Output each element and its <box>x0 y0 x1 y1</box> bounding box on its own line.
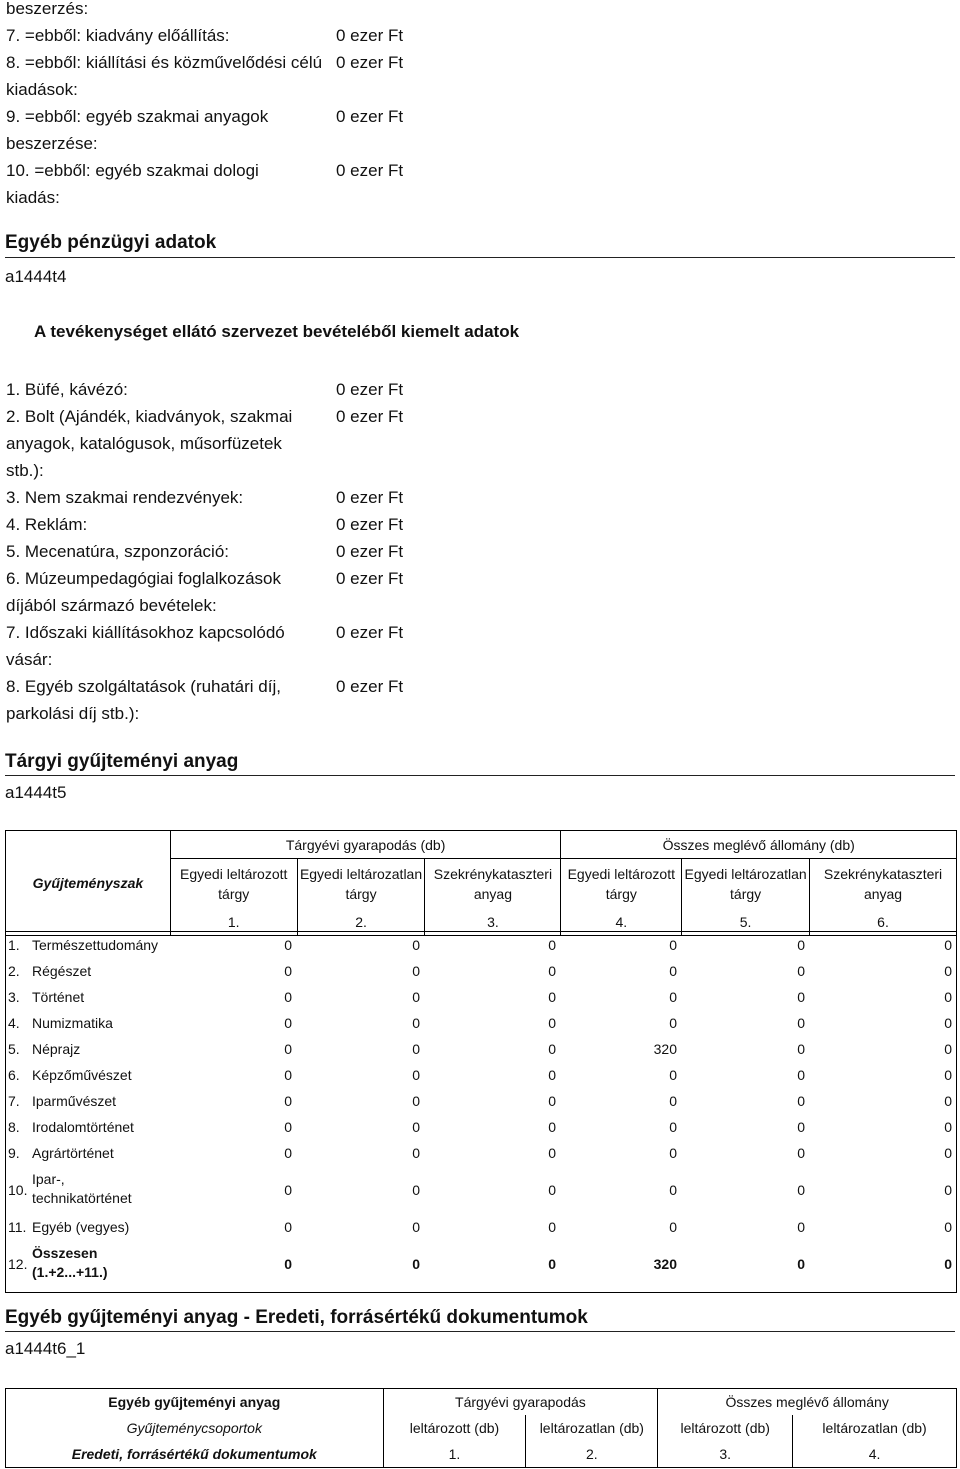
column-header: Szekrénykataszteri anyag <box>425 859 561 909</box>
expense-value: 0 ezer Ft <box>336 161 404 180</box>
expense-item <box>6 157 416 211</box>
revenue-item <box>6 376 416 403</box>
revenue-item <box>6 619 416 673</box>
table-row <box>6 932 956 958</box>
cell-value: 0 <box>944 1145 952 1161</box>
section-title: Egyéb gyűjteményi anyag - Eredeti, forrásértékű dokumentumok <box>5 1307 588 1328</box>
cell-value: 0 <box>412 1015 420 1031</box>
total-row <box>6 1240 956 1288</box>
cell-value: 0 <box>944 1015 952 1031</box>
expense-item <box>6 103 416 157</box>
revenue-label: 5. Mecenatúra, szponzoráció: <box>6 542 230 561</box>
expense-value: 0 ezer Ft <box>336 107 404 126</box>
cell-value: 0 <box>797 1182 805 1198</box>
cell-value: 0 <box>548 1067 556 1083</box>
cell-value: 0 <box>284 1041 292 1057</box>
cell-value: 0 <box>669 1119 677 1135</box>
row-name: Egyéb (vegyes) <box>32 1219 130 1235</box>
group-header-total: Összes meglévő állomány <box>658 1389 957 1416</box>
cell-value: 0 <box>284 1219 292 1235</box>
revenue-item <box>6 538 416 565</box>
cell-value: 0 <box>284 1093 292 1109</box>
expense-value <box>336 0 416 22</box>
cell-value: 0 <box>797 989 805 1005</box>
cell-value: 0 <box>797 1145 805 1161</box>
table-row <box>6 1088 956 1114</box>
column-number: 6. <box>810 909 957 936</box>
cell-value: 0 <box>548 1182 556 1198</box>
cell-value: 0 <box>669 937 677 953</box>
cell-value: 0 <box>412 1145 420 1161</box>
revenue-label: 6. Múzeumpedagógiai foglalkozások díjából származó bevételek: <box>6 569 282 615</box>
revenue-value: 0 ezer Ft <box>336 569 404 588</box>
cell-value: 0 <box>412 989 420 1005</box>
cell-value: 0 <box>548 1256 556 1272</box>
table-code: a1444t5 <box>5 783 67 802</box>
cell-value: 320 <box>653 1256 677 1272</box>
cell-value: 0 <box>412 937 420 953</box>
row-index: 10. <box>8 1182 28 1198</box>
section-divider <box>5 1331 955 1332</box>
revenue-label: 4. Reklám: <box>6 515 88 534</box>
row-index: 12. <box>8 1256 28 1272</box>
corner-header: Gyűjteményszak <box>6 831 171 936</box>
group-header-growth: Tárgyévi gyarapodás (db) <box>170 831 561 859</box>
table-row <box>6 1010 956 1036</box>
cell-value: 0 <box>284 1256 292 1272</box>
cell-value: 0 <box>284 1145 292 1161</box>
cell-value: 0 <box>944 1041 952 1057</box>
column-number: 2. <box>297 909 425 936</box>
row-index: 1. <box>8 937 20 953</box>
cell-value: 0 <box>284 1067 292 1083</box>
row-name: Történet <box>32 989 85 1005</box>
row-name: Agrártörténet <box>32 1145 114 1161</box>
revenue-value: 0 ezer Ft <box>336 488 404 507</box>
cell-value: 0 <box>669 963 677 979</box>
cell-value: 0 <box>944 963 952 979</box>
table-code: a1444t4 <box>5 267 67 286</box>
revenue-label: 2. Bolt (Ajándék, kiadványok, szakmai anyagok, katalógusok, műsorfüzetek stb.): <box>6 407 293 480</box>
table-row <box>6 1214 956 1240</box>
cell-value: 0 <box>548 989 556 1005</box>
cell-value: 0 <box>669 1145 677 1161</box>
cell-value: 0 <box>412 1182 420 1198</box>
table-row <box>6 1166 956 1214</box>
section-divider <box>5 257 955 258</box>
cell-value: 0 <box>412 1093 420 1109</box>
revenue-value: 0 ezer Ft <box>336 407 404 426</box>
cell-value: 0 <box>284 963 292 979</box>
cell-value: 0 <box>944 937 952 953</box>
revenue-item <box>6 565 416 619</box>
table-code: a1444t6_1 <box>5 1339 86 1358</box>
revenue-item <box>6 403 416 484</box>
head-label: Egyéb gyűjteményi anyag <box>6 1389 384 1416</box>
column-number: 4. <box>561 909 682 936</box>
section-title: Egyéb pénzügyi adatok <box>5 232 217 253</box>
expense-label: beszerzés: <box>6 0 89 18</box>
expense-value: 0 ezer Ft <box>336 53 404 72</box>
cell-value: 0 <box>284 989 292 1005</box>
cell-value: 0 <box>548 1119 556 1135</box>
row-name: Ipar-, technikatörténet <box>32 1171 132 1206</box>
cell-value: 0 <box>548 963 556 979</box>
section-divider <box>5 775 955 776</box>
cell-value: 0 <box>548 1219 556 1235</box>
collection-table-body <box>5 931 957 1293</box>
table-row <box>6 1114 956 1140</box>
section-title: Tárgyi gyűjteményi anyag <box>5 751 239 772</box>
expense-value: 0 ezer Ft <box>336 26 404 45</box>
column-header: leltározott (db) <box>658 1415 793 1441</box>
revenue-value: 0 ezer Ft <box>336 677 404 696</box>
table-row <box>6 1140 956 1166</box>
group-label: Gyűjteménycsoportok <box>6 1415 384 1441</box>
table-row <box>6 984 956 1010</box>
collection-table <box>5 830 957 936</box>
cell-value: 0 <box>944 1256 952 1272</box>
column-number: 3. <box>658 1441 793 1468</box>
revenue-list <box>6 376 416 727</box>
row-index: 7. <box>8 1093 20 1109</box>
row-name: Néprajz <box>32 1041 81 1057</box>
row-name: Összesen (1.+2...+11.) <box>32 1245 108 1280</box>
cell-value: 0 <box>669 989 677 1005</box>
cell-value: 0 <box>669 1219 677 1235</box>
column-number: 5. <box>682 909 810 936</box>
column-number: 4. <box>793 1441 957 1468</box>
cell-value: 0 <box>797 1067 805 1083</box>
cell-value: 0 <box>284 1015 292 1031</box>
cell-value: 0 <box>944 1219 952 1235</box>
cell-value: 0 <box>797 937 805 953</box>
column-number: 2. <box>526 1441 658 1468</box>
cell-value: 0 <box>412 963 420 979</box>
cell-value: 0 <box>284 937 292 953</box>
revenue-label: 8. Egyéb szolgáltatások (ruhatári díj, parkolási díj stb.): <box>6 677 281 723</box>
revenue-item <box>6 484 416 511</box>
cell-value: 0 <box>944 1119 952 1135</box>
documents-table <box>5 1388 957 1468</box>
cell-value: 320 <box>653 1041 677 1057</box>
revenue-value: 0 ezer Ft <box>336 515 404 534</box>
cell-value: 0 <box>284 1182 292 1198</box>
expense-list <box>6 0 416 211</box>
cell-value: 0 <box>548 1145 556 1161</box>
row-name: Irodalomtörténet <box>32 1119 134 1135</box>
column-number: 1. <box>170 909 297 936</box>
row-label: Eredeti, forrásértékű dokumentumok <box>6 1441 384 1468</box>
expense-label: 7. =ebből: kiadvány előállítás: <box>6 26 230 45</box>
row-index: 5. <box>8 1041 20 1057</box>
row-name: Természettudomány <box>32 937 159 953</box>
cell-value: 0 <box>797 1119 805 1135</box>
cell-value: 0 <box>944 1067 952 1083</box>
column-number: 1. <box>383 1441 526 1468</box>
cell-value: 0 <box>669 1093 677 1109</box>
column-header: Egyedi leltározatlan tárgy <box>297 859 425 909</box>
column-header: Egyedi leltározott tárgy <box>561 859 682 909</box>
cell-value: 0 <box>548 1041 556 1057</box>
expense-label: 10. =ebből: egyéb szakmai dologi kiadás: <box>6 161 259 207</box>
row-index: 11. <box>8 1219 27 1235</box>
cell-value: 0 <box>944 989 952 1005</box>
cell-value: 0 <box>412 1041 420 1057</box>
cell-value: 0 <box>284 1119 292 1135</box>
expense-item <box>6 0 416 22</box>
revenue-label: 7. Időszaki kiállításokhoz kapcsolódó vásár: <box>6 623 285 669</box>
row-index: 2. <box>8 963 20 979</box>
cell-value: 0 <box>669 1182 677 1198</box>
cell-value: 0 <box>669 1015 677 1031</box>
cell-value: 0 <box>412 1119 420 1135</box>
cell-value: 0 <box>797 1093 805 1109</box>
cell-value: 0 <box>797 1015 805 1031</box>
revenue-value: 0 ezer Ft <box>336 623 404 642</box>
column-header: Szekrénykataszteri anyag <box>810 859 957 909</box>
cell-value: 0 <box>797 1256 805 1272</box>
revenue-value: 0 ezer Ft <box>336 380 404 399</box>
cell-value: 0 <box>548 937 556 953</box>
row-index: 4. <box>8 1015 20 1031</box>
expense-item <box>6 22 416 49</box>
revenue-value: 0 ezer Ft <box>336 542 404 561</box>
row-index: 3. <box>8 989 20 1005</box>
row-name: Régészet <box>32 963 92 979</box>
column-header: leltározott (db) <box>383 1415 526 1441</box>
column-number: 3. <box>425 909 561 936</box>
expense-item <box>6 49 416 103</box>
row-name: Képzőművészet <box>32 1067 132 1083</box>
cell-value: 0 <box>548 1015 556 1031</box>
cell-value: 0 <box>669 1067 677 1083</box>
column-header: Egyedi leltározatlan tárgy <box>682 859 810 909</box>
revenue-label: 1. Büfé, kávézó: <box>6 380 128 399</box>
cell-value: 0 <box>944 1182 952 1198</box>
cell-value: 0 <box>412 1256 420 1272</box>
cell-value: 0 <box>797 1041 805 1057</box>
row-index: 8. <box>8 1119 20 1135</box>
cell-value: 0 <box>797 963 805 979</box>
table-row <box>6 958 956 984</box>
column-header: Egyedi leltározott tárgy <box>170 859 297 909</box>
row-name: Numizmatika <box>32 1015 113 1031</box>
expense-label: 9. =ebből: egyéb szakmai anyagok beszerzése: <box>6 107 269 153</box>
revenue-label: 3. Nem szakmai rendezvények: <box>6 488 244 507</box>
expense-label: 8. =ebből: kiállítási és közművelődési célú kiadások: <box>6 53 323 99</box>
table-row <box>6 1062 956 1088</box>
column-header: leltározatlan (db) <box>526 1415 658 1441</box>
group-header-growth: Tárgyévi gyarapodás <box>383 1389 658 1416</box>
table-row <box>6 1036 956 1062</box>
row-name: Iparművészet <box>32 1093 117 1109</box>
group-header-total: Összes meglévő állomány (db) <box>561 831 957 859</box>
section-subheading: A tevékenységet ellátó szervezet bevételéből kiemelt adatok <box>34 322 520 341</box>
revenue-item <box>6 673 416 727</box>
cell-value: 0 <box>944 1093 952 1109</box>
row-index: 6. <box>8 1067 20 1083</box>
cell-value: 0 <box>412 1067 420 1083</box>
cell-value: 0 <box>412 1219 420 1235</box>
cell-value: 0 <box>548 1093 556 1109</box>
revenue-item <box>6 511 416 538</box>
column-header: leltározatlan (db) <box>793 1415 957 1441</box>
cell-value: 0 <box>797 1219 805 1235</box>
row-index: 9. <box>8 1145 20 1161</box>
